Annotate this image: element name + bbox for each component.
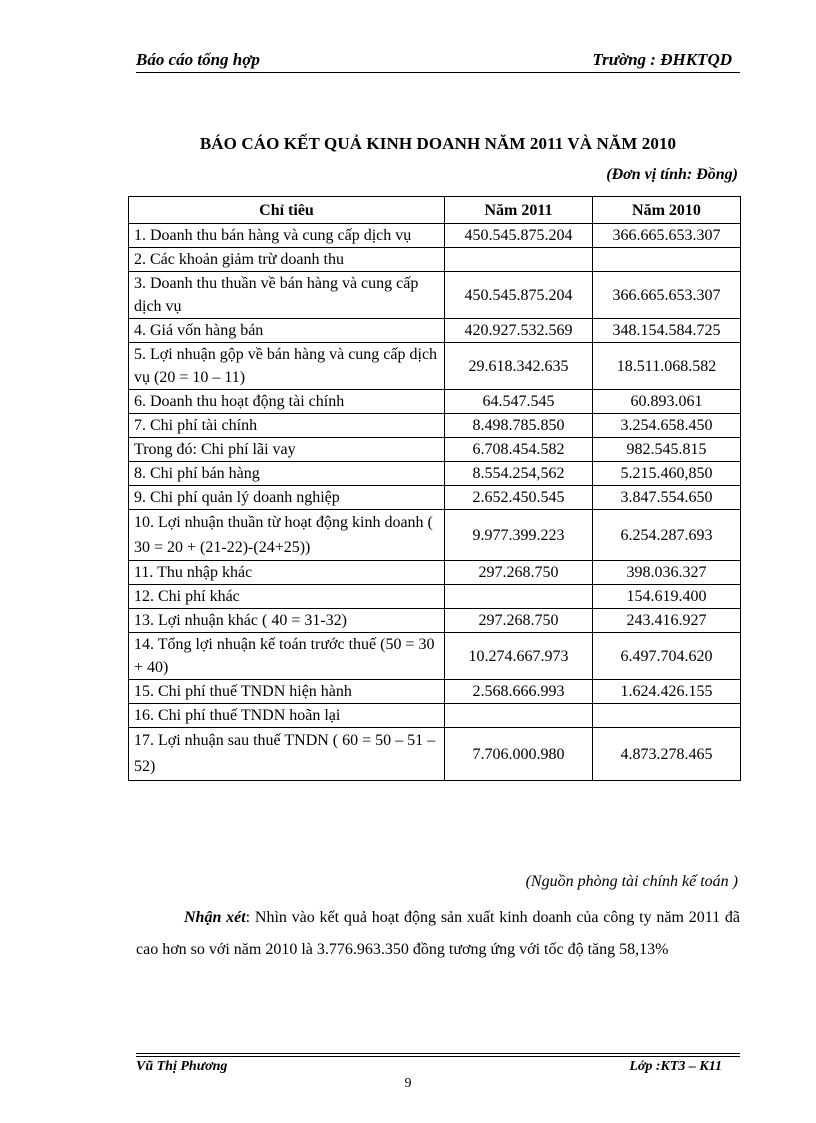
value-2011: 10.274.667.973 (445, 633, 593, 680)
table-row (129, 224, 741, 248)
row-label: Trong đó: Chi phí lãi vay (129, 438, 445, 462)
table-row (129, 680, 741, 704)
unit-note: (Đơn vị tính: Đồng) (606, 166, 738, 183)
table-row (129, 343, 741, 390)
value-2011: 297.268.750 (445, 609, 593, 633)
row-label: 9. Chi phí quản lý doanh nghiệp (129, 486, 445, 510)
table-row (129, 633, 741, 680)
header-right: Trường : ĐHKTQD (592, 50, 732, 69)
value-2010: 6.497.704.620 (593, 633, 741, 680)
value-2010: 348.154.584.725 (593, 319, 741, 343)
footer-author: Vũ Thị Phương (136, 1059, 228, 1074)
row-label: 11. Thu nhập khác (129, 561, 445, 585)
row-label: 14. Tổng lợi nhuận kế toán trước thuế (50 = 30 + 40) (129, 633, 445, 680)
table-row (129, 704, 741, 728)
table-row (129, 248, 741, 272)
value-2011 (445, 585, 593, 609)
value-2010: 4.873.278.465 (593, 728, 741, 781)
col-header-2011: Năm 2011 (445, 197, 593, 224)
value-2010: 5.215.460,850 (593, 462, 741, 486)
value-2010: 243.416.927 (593, 609, 741, 633)
row-label: 10. Lợi nhuận thuần từ hoạt động kinh doanh ( 30 = 20 + (21-22)-(24+25)) (129, 510, 445, 561)
value-2011: 64.547.545 (445, 390, 593, 414)
value-2010: 982.545.815 (593, 438, 741, 462)
row-label: 2. Các khoản giảm trừ doanh thu (129, 248, 445, 272)
row-label: 6. Doanh thu hoạt động tài chính (129, 390, 445, 414)
value-2010: 3.847.554.650 (593, 486, 741, 510)
value-2010 (593, 248, 741, 272)
table-row (129, 585, 741, 609)
table-header-row (129, 197, 741, 224)
table-row (129, 390, 741, 414)
row-label: 4. Giá vốn hàng bán (129, 319, 445, 343)
footer-divider (136, 1053, 740, 1054)
value-2010: 154.619.400 (593, 585, 741, 609)
table-row (129, 609, 741, 633)
remark-label: Nhận xét (184, 909, 246, 926)
value-2010: 3.254.658.450 (593, 414, 741, 438)
row-label: 7. Chi phí tài chính (129, 414, 445, 438)
value-2011: 8.498.785.850 (445, 414, 593, 438)
value-2011: 8.554.254,562 (445, 462, 593, 486)
row-label: 13. Lợi nhuận khác ( 40 = 31-32) (129, 609, 445, 633)
value-2010: 366.665.653.307 (593, 272, 741, 319)
col-header-2010: Năm 2010 (593, 197, 741, 224)
footer-class: Lớp :KT3 – K11 (629, 1059, 722, 1074)
table-row (129, 728, 741, 781)
value-2011: 9.977.399.223 (445, 510, 593, 561)
row-label: 15. Chi phí thuế TNDN hiện hành (129, 680, 445, 704)
value-2011: 2.652.450.545 (445, 486, 593, 510)
footer-divider-2 (136, 1056, 740, 1057)
table-row (129, 561, 741, 585)
row-label: 8. Chi phí bán hàng (129, 462, 445, 486)
report-title: BÁO CÁO KẾT QUẢ KINH DOANH NĂM 2011 VÀ NĂM 2010 (199, 134, 677, 153)
value-2011: 2.568.666.993 (445, 680, 593, 704)
page-header (136, 50, 740, 70)
value-2011: 6.708.454.582 (445, 438, 593, 462)
table-row (129, 414, 741, 438)
row-label: 17. Lợi nhuận sau thuế TNDN ( 60 = 50 – 51 – 52) (129, 728, 445, 781)
row-label: 16. Chi phí thuế TNDN hoãn lại (129, 704, 445, 728)
value-2011: 450.545.875.204 (445, 224, 593, 248)
value-2011 (445, 248, 593, 272)
value-2010: 398.036.327 (593, 561, 741, 585)
page-number: 9 (404, 1076, 412, 1091)
value-2010: 60.893.061 (593, 390, 741, 414)
value-2011: 7.706.000.980 (445, 728, 593, 781)
value-2011 (445, 704, 593, 728)
value-2010: 18.511.068.582 (593, 343, 741, 390)
table-row (129, 438, 741, 462)
value-2010: 6.254.287.693 (593, 510, 741, 561)
source-note: (Nguồn phòng tài chính kế toán ) (525, 873, 738, 890)
value-2011: 450.545.875.204 (445, 272, 593, 319)
value-2010: 1.624.426.155 (593, 680, 741, 704)
row-label: 3. Doanh thu thuần về bán hàng và cung cấp dịch vụ (129, 272, 445, 319)
value-2011: 297.268.750 (445, 561, 593, 585)
row-label: 5. Lợi nhuận gộp về bán hàng và cung cấp dịch vụ (20 = 10 – 11) (129, 343, 445, 390)
remark-text: : Nhìn vào kết quả hoạt động sản xuất kinh doanh của công ty năm 2011 đã cao hơn so với năm 2010 là 3.776.963.350 đồng tương ứng với tốc độ tăng 58,13% (136, 909, 740, 958)
value-2010: 366.665.653.307 (593, 224, 741, 248)
remark-paragraph (136, 902, 740, 966)
table-row (129, 486, 741, 510)
table-row (129, 510, 741, 561)
table-row (129, 462, 741, 486)
row-label: 12. Chi phí khác (129, 585, 445, 609)
income-statement-table (128, 196, 741, 781)
header-left: Báo cáo tổng hợp (136, 50, 260, 69)
table-row (129, 319, 741, 343)
value-2011: 29.618.342.635 (445, 343, 593, 390)
header-divider (136, 72, 740, 73)
col-header-item: Chỉ tiêu (129, 197, 445, 224)
value-2010 (593, 704, 741, 728)
table-row (129, 272, 741, 319)
value-2011: 420.927.532.569 (445, 319, 593, 343)
row-label: 1. Doanh thu bán hàng và cung cấp dịch vụ (129, 224, 445, 248)
